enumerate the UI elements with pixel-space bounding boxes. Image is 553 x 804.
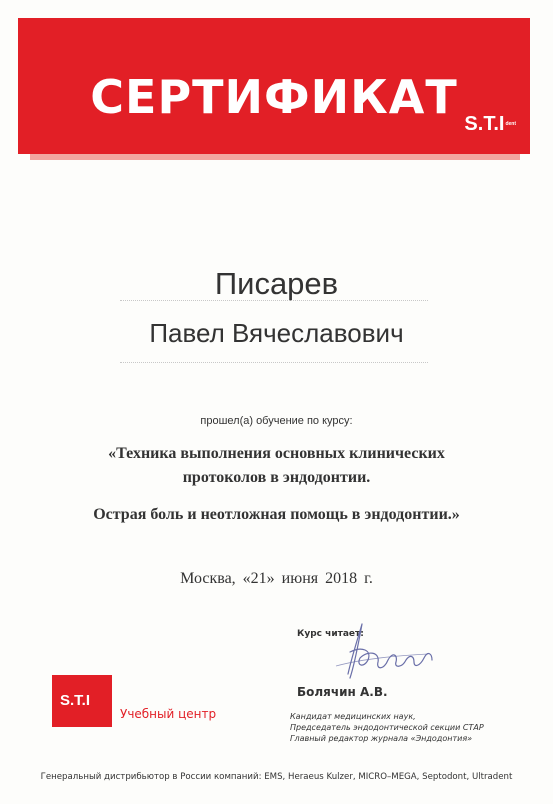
training-center-logo-text: S.T.I [60,692,91,709]
course-intro: прошел(а) обучение по курсу: [200,415,353,427]
divider [120,362,428,363]
divider [120,300,428,301]
course-title [0,442,553,490]
footer-distributors: Генеральный дистрибьютор в России компаний: EMS, Heraeus Kulzer, MICRO–MEGA, Septodont, Ultradent [40,772,513,782]
lecturer-label: Курс читает: [297,629,364,639]
signature-image [328,616,448,686]
sti-logo [464,114,516,134]
certificate-title: СЕРТИФИКАТ [90,70,458,124]
lecturer-name: Болячин А.В. [297,685,388,699]
training-center-label: Учебный центр [120,707,217,721]
certificate-banner [18,18,530,154]
sti-logo-text: S.T.I [464,113,505,135]
credential-line: Главный редактор журнала «Эндодонтия» [290,734,473,743]
place-date: Москва, «21» июня 2018 г. [180,570,373,587]
lecturer-credentials [290,711,540,744]
course-title-line-1: «Техника выполнения основных клинических [108,445,445,462]
credential-line: Кандидат медицинских наук, [290,712,416,721]
recipient-surname: Писарев [214,266,339,301]
credential-line: Председатель эндодонтической секции СТАР [290,723,484,732]
recipient-given-names: Павел Вячеславович [149,318,404,348]
course-title-line-2: протоколов в эндодонтии. [182,469,371,486]
course-subtitle: Острая боль и неотложная помощь в эндодонтии.» [93,506,460,523]
sti-logo-sup: dent [505,121,516,127]
training-center-logo [52,675,112,727]
